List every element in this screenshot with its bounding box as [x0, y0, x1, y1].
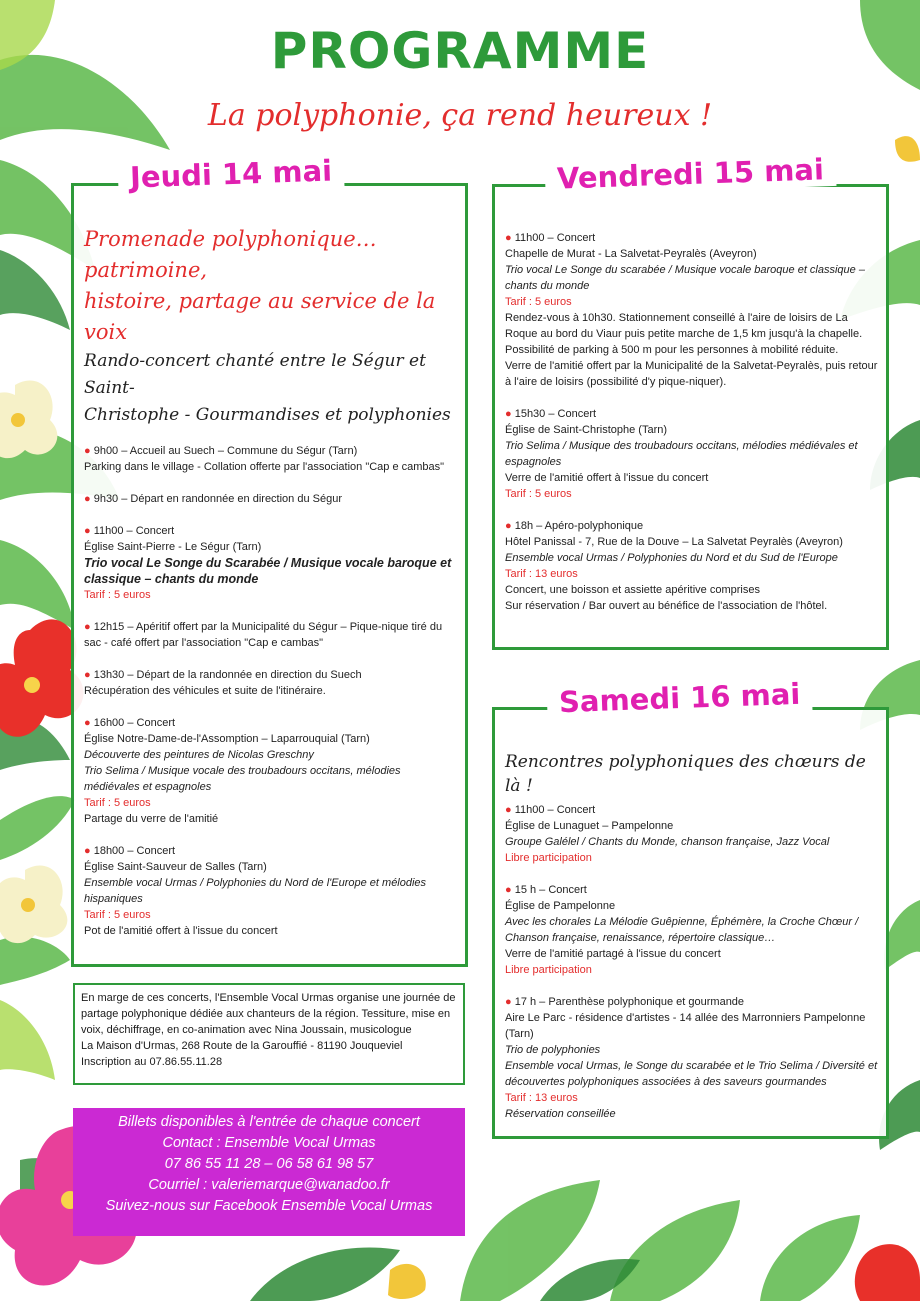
workshop-address: La Maison d'Urmas, 268 Route de la Garouffié - 81190 Jouqueviel — [81, 1040, 403, 1052]
day-label-vendredi: Vendredi 15 mai — [544, 152, 836, 196]
event-heading: ● 9h30 – Départ en randonnée en direction du Ségur — [84, 491, 457, 507]
event-venue: Église de Pampelonne — [505, 900, 616, 912]
event-tarif: Tarif : 13 euros — [505, 1092, 578, 1104]
event-after-note: Verre de l'amitié offert à l'issue du concert — [505, 472, 709, 484]
event-tarif: Tarif : 5 euros — [84, 909, 151, 921]
event-heading: ● 18h – Apéro-polyphonique — [505, 518, 881, 534]
event-performers: Ensemble vocal Urmas / Polyphonies du Nord de l'Europe et mélodies hispaniques — [84, 877, 427, 905]
feature-title: Rencontres polyphoniques des chœurs de là ! — [505, 752, 866, 796]
event-performers: Trio Selima / Musique des troubadours occitans, mélodies médiévales et espagnoles — [505, 440, 858, 468]
event-venue: Église de Saint-Christophe (Tarn) — [505, 424, 668, 436]
event-samedi-17h — [505, 994, 881, 1122]
event-vendredi-18h — [505, 518, 881, 614]
event-performers: Trio Selima / Musique vocale des troubadours occitans, mélodies médiévales et espagnoles — [84, 765, 401, 793]
event-jeudi-16h00 — [84, 715, 457, 827]
event-jeudi-13h30 — [84, 667, 457, 699]
event-performers: Ensemble vocal Urmas / Polyphonies du Nord et du Sud de l'Europe — [505, 552, 838, 564]
event-after-note: Partage du verre de l'amitié — [84, 813, 219, 825]
event-heading: ● 18h00 – Concert — [84, 843, 457, 859]
event-tarif: Libre participation — [505, 964, 592, 976]
event-tarif: Tarif : 13 euros — [505, 568, 578, 580]
contact-name: Contact : Ensemble Vocal Urmas — [162, 1135, 376, 1151]
event-jeudi-11h00 — [84, 523, 457, 603]
day-label-jeudi: Jeudi 14 mai — [117, 153, 344, 195]
event-reservation-note: Sur réservation / Bar ouvert au bénéfice de l'association de l'hôtel. — [505, 600, 828, 612]
contact-phones[interactable]: 07 86 55 11 28 – 06 58 61 98 57 — [164, 1156, 374, 1172]
event-venue: Église Notre-Dame-de-l'Assomption – Laparrouquial (Tarn) — [84, 733, 370, 745]
day-label-samedi: Samedi 16 mai — [546, 676, 812, 719]
event-jeudi-9h00 — [84, 443, 457, 475]
event-vendredi-11h00 — [505, 230, 881, 390]
event-venue: Hôtel Panissal - 7, Rue de la Douve – La Salvetat Peyralès (Aveyron) — [505, 536, 843, 548]
event-tarif: Libre participation — [505, 852, 592, 864]
feature-subtitle-line1: Rando-concert chanté entre le Ségur et Saint- — [84, 351, 426, 398]
event-venue: Église Saint-Sauveur de Salles (Tarn) — [84, 861, 267, 873]
event-samedi-11h00 — [505, 802, 881, 866]
contact-panel — [73, 1108, 465, 1236]
event-access-note: Rendez-vous à 10h30. Stationnement conseillé à l'aire de loisirs de La Roque au bord du Viaur puis petite marche de 1,5 km jusqu'à la chapelle. Possibilité de parking à 500 m pour les personnes à mobilité réduite. — [505, 312, 863, 356]
page-title: PROGRAMME — [270, 22, 650, 80]
jeudi-section — [71, 153, 468, 967]
event-heading: ● 13h30 – Départ de la randonnée en direction du Suech — [84, 667, 457, 683]
feature-subtitle-line2: Christophe - Gourmandises et polyphonies — [84, 405, 451, 425]
workshop-description: En marge de ces concerts, l'Ensemble Vocal Urmas organise une journée de partage polyphonique dédiée aux chanteurs de la région. Tessiture, mise en voix, déchiffrage, en co-animation avec Nina Joussain, musicologue — [81, 992, 456, 1036]
facebook-link[interactable]: Suivez-nous sur Facebook Ensemble Vocal Urmas — [105, 1198, 433, 1214]
event-tarif: Tarif : 5 euros — [84, 797, 151, 809]
event-venue: Église de Lunaguet – Pampelonne — [505, 820, 674, 832]
vendredi-content — [505, 230, 881, 614]
samedi-content — [505, 750, 881, 1122]
event-samedi-15h — [505, 882, 881, 978]
event-heading: ● 15h30 – Concert — [505, 406, 881, 422]
event-description: Découverte des peintures de Nicolas Greschny — [84, 749, 314, 761]
tickets-info: Billets disponibles à l'entrée de chaque concert — [118, 1114, 420, 1130]
samedi-section — [492, 676, 889, 1139]
event-tarif: Tarif : 5 euros — [505, 296, 572, 308]
event-tarif: Tarif : 5 euros — [84, 589, 151, 601]
event-after-note: Verre de l'amitié partagé à l'issue du concert — [505, 948, 721, 960]
event-heading: ● 11h00 – Concert — [84, 523, 457, 539]
event-included-note: Concert, une boisson et assiette apéritive comprises — [505, 584, 760, 596]
event-after-note: Pot de l'amitié offert à l'issue du concert — [84, 925, 278, 937]
workshop-phone: Inscription au 07.86.55.11.28 — [81, 1056, 223, 1068]
page-subtitle: La polyphonie, ça rend heureux ! — [207, 98, 713, 133]
feature-title-line2: histoire, partage au service de la voix — [84, 289, 436, 344]
event-performers: Trio vocal Le Songe du Scarabée / Musique vocale baroque et classique – chants du monde — [84, 556, 452, 586]
event-heading: ● 17 h – Parenthèse polyphonique et gourmande — [505, 994, 881, 1010]
event-detail: Parking dans le village - Collation offerte par l'association "Cap e cambas" — [84, 461, 445, 473]
event-description: Trio de polyphonies — [505, 1044, 601, 1056]
contact-email[interactable]: Courriel : valeriemarque@wanadoo.fr — [148, 1177, 390, 1193]
event-performers: Avec les chorales La Mélodie Guêpienne, Éphémère, la Croche Chœur / Chanson française, renaissance, répertoire classique… — [505, 916, 859, 944]
event-venue: Aire Le Parc - résidence d'artistes - 14 allée des Marronniers Pampelonne (Tarn) — [505, 1012, 866, 1040]
event-jeudi-9h30 — [84, 491, 457, 507]
event-tarif: Tarif : 5 euros — [505, 488, 572, 500]
event-heading: ● 12h15 – Apéritif offert par la Municipalité du Ségur – Pique-nique tiré du sac - café offert par l'association "Cap e cambas" — [84, 619, 457, 651]
event-heading: ● 9h00 – Accueil au Suech – Commune du Ségur (Tarn) — [84, 443, 457, 459]
vendredi-section — [492, 152, 889, 650]
event-performers: Trio vocal Le Songe du scarabée / Musique vocale baroque et classique – chants du monde — [505, 264, 865, 292]
feature-title-line1: Promenade polyphonique… patrimoine, — [84, 227, 377, 282]
event-heading: ● 15 h – Concert — [505, 882, 881, 898]
event-venue: Chapelle de Murat - La Salvetat-Peyralès (Aveyron) — [505, 248, 757, 260]
event-performers: Ensemble vocal Urmas, le Songe du scarabée et le Trio Selima / Diversité et découvertes polyphoniques associées à des saveurs gourmandes — [505, 1060, 878, 1088]
workshop-note — [73, 983, 465, 1085]
event-heading: ● 16h00 – Concert — [84, 715, 457, 731]
jeudi-content — [84, 224, 457, 955]
event-venue: Église Saint-Pierre - Le Ségur (Tarn) — [84, 541, 262, 553]
event-vendredi-15h30 — [505, 406, 881, 502]
event-performers: Groupe Galélel / Chants du Monde, chanson française, Jazz Vocal — [505, 836, 830, 848]
event-jeudi-18h00 — [84, 843, 457, 939]
event-heading: ● 11h00 – Concert — [505, 230, 881, 246]
event-heading: ● 11h00 – Concert — [505, 802, 881, 818]
event-reservation-note: Réservation conseillée — [505, 1108, 616, 1120]
event-jeudi-12h15 — [84, 619, 457, 651]
event-detail: Récupération des véhicules et suite de l'itinéraire. — [84, 685, 326, 697]
event-after-note: Verre de l'amitié offert par la Municipalité de la Salvetat-Peyralès, puis retour à l'aire de loisirs (possibilité d'y pique-niquer). — [505, 360, 878, 388]
